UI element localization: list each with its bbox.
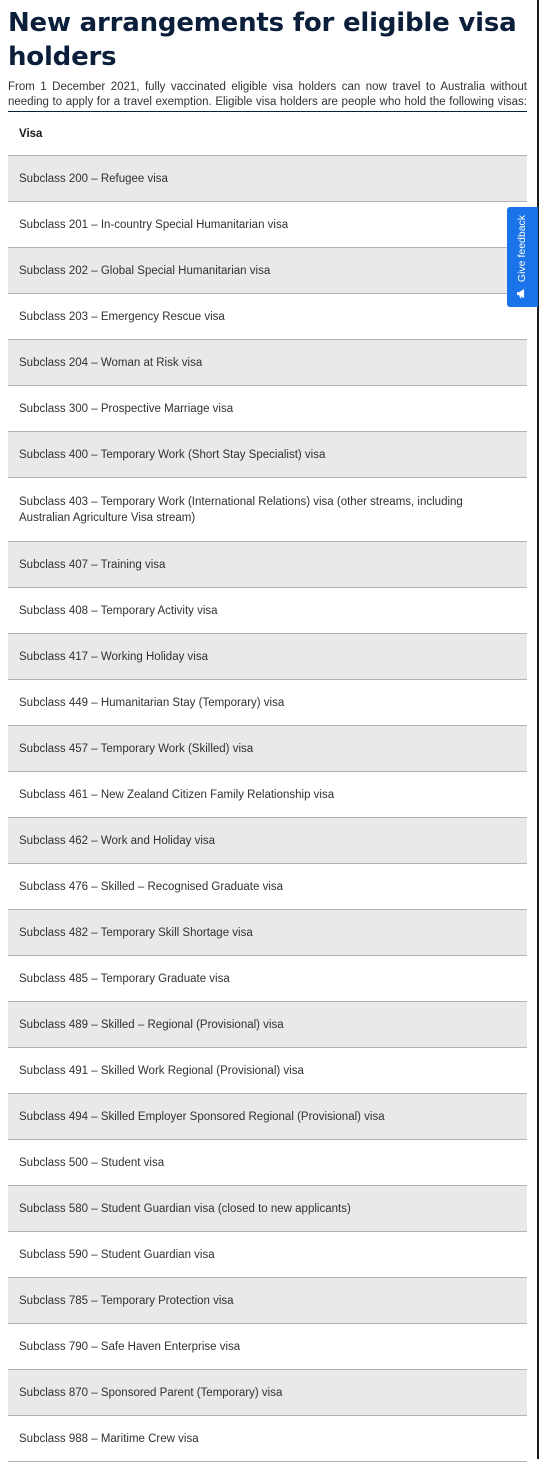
visa-cell: Subclass 203 – Emergency Rescue visa bbox=[19, 310, 225, 323]
table-row bbox=[8, 1416, 527, 1462]
table-row bbox=[8, 864, 527, 910]
give-feedback-content bbox=[517, 215, 529, 299]
table-row bbox=[8, 294, 527, 340]
visa-cell: Subclass 590 – Student Guardian visa bbox=[19, 1248, 215, 1261]
table-row bbox=[8, 1370, 527, 1416]
visa-cell: Subclass 785 – Temporary Protection visa bbox=[19, 1294, 234, 1307]
table-row bbox=[8, 1140, 527, 1186]
table-row bbox=[8, 818, 527, 864]
visa-cell: Subclass 462 – Work and Holiday visa bbox=[19, 834, 216, 847]
visa-cell: Subclass 408 – Temporary Activity visa bbox=[19, 604, 218, 617]
table-row bbox=[8, 248, 527, 294]
visa-cell: Subclass 476 – Skilled – Recognised Graduate visa bbox=[19, 880, 284, 893]
visa-cell: Subclass 200 – Refugee visa bbox=[19, 172, 168, 185]
visa-cell: Subclass 485 – Temporary Graduate visa bbox=[19, 972, 230, 985]
table-row bbox=[8, 910, 527, 956]
table-row bbox=[8, 1186, 527, 1232]
visa-cell: Subclass 300 – Prospective Marriage visa bbox=[19, 402, 234, 415]
table-row bbox=[8, 588, 527, 634]
table-row bbox=[8, 634, 527, 680]
table-row bbox=[8, 202, 527, 248]
visa-cell: Subclass 204 – Woman at Risk visa bbox=[19, 356, 203, 369]
visa-cell: Subclass 580 – Student Guardian visa (closed to new applicants) bbox=[19, 1202, 351, 1215]
visa-cell: Subclass 491 – Skilled Work Regional (Provisional) visa bbox=[19, 1064, 304, 1077]
visa-cell: Subclass 494 – Skilled Employer Sponsored Regional (Provisional) visa bbox=[19, 1110, 385, 1123]
page-title: New arrangements for eligible visa holders bbox=[8, 8, 517, 72]
visa-cell: Subclass 500 – Student visa bbox=[19, 1156, 165, 1169]
table-row bbox=[8, 478, 527, 542]
table-body bbox=[8, 156, 527, 1462]
table-row bbox=[8, 1278, 527, 1324]
visa-cell: Subclass 988 – Maritime Crew visa bbox=[19, 1432, 199, 1445]
visa-cell: Subclass 400 – Temporary Work (Short Stay Specialist) visa bbox=[19, 448, 326, 461]
visa-table bbox=[8, 112, 527, 1462]
give-feedback-button[interactable] bbox=[507, 207, 538, 307]
intro-paragraph: From 1 December 2021, fully vaccinated eligible visa holders can now travel to Australia without needing to apply for a travel exemption. Eligible visa holders are people who hold the following visas: bbox=[8, 80, 527, 112]
table-header-visa: Visa bbox=[8, 112, 527, 156]
visa-cell: Subclass 403 – Temporary Work (International Relations) visa (other streams, including Australian Agriculture Visa stream) bbox=[19, 495, 463, 524]
table-row bbox=[8, 726, 527, 772]
table-row bbox=[8, 1324, 527, 1370]
visa-cell: Subclass 489 – Skilled – Regional (Provisional) visa bbox=[19, 1018, 284, 1031]
visa-cell: Subclass 457 – Temporary Work (Skilled) visa bbox=[19, 742, 254, 755]
visa-cell: Subclass 461 – New Zealand Citizen Family Relationship visa bbox=[19, 788, 335, 801]
table-row bbox=[8, 1232, 527, 1278]
table-row bbox=[8, 340, 527, 386]
table-row bbox=[8, 680, 527, 726]
visa-cell: Subclass 417 – Working Holiday visa bbox=[19, 650, 208, 663]
table-row bbox=[8, 156, 527, 202]
visa-cell: Subclass 870 – Sponsored Parent (Temporary) visa bbox=[19, 1386, 283, 1399]
table-row bbox=[8, 1002, 527, 1048]
table-row bbox=[8, 542, 527, 588]
table-row bbox=[8, 386, 527, 432]
table-row bbox=[8, 1094, 527, 1140]
megaphone-icon bbox=[517, 287, 529, 299]
table-row bbox=[8, 956, 527, 1002]
visa-cell: Subclass 482 – Temporary Skill Shortage visa bbox=[19, 926, 253, 939]
article-content bbox=[8, 0, 527, 1462]
table-row bbox=[8, 772, 527, 818]
visa-cell: Subclass 790 – Safe Haven Enterprise visa bbox=[19, 1340, 241, 1353]
visa-cell: Subclass 201 – In-country Special Humanitarian visa bbox=[19, 218, 289, 231]
visa-cell: Subclass 407 – Training visa bbox=[19, 558, 166, 571]
visa-cell: Subclass 202 – Global Special Humanitarian visa bbox=[19, 264, 271, 277]
table-row bbox=[8, 432, 527, 478]
table-row bbox=[8, 1048, 527, 1094]
give-feedback-label: Give feedback bbox=[516, 214, 529, 283]
visa-cell: Subclass 449 – Humanitarian Stay (Temporary) visa bbox=[19, 696, 285, 709]
